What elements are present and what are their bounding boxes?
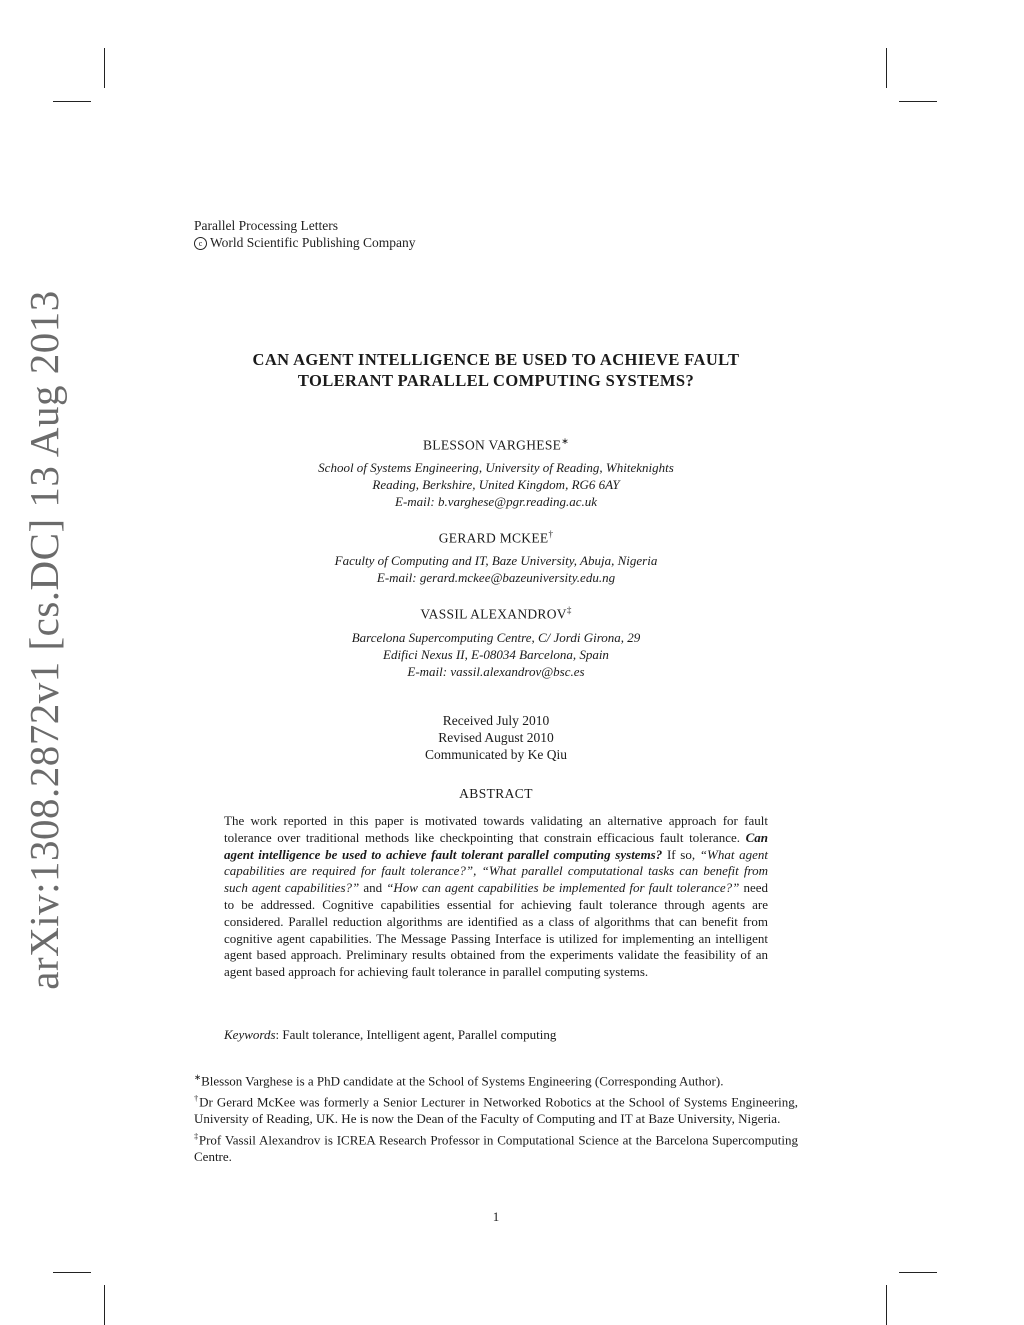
abstract-question: “What parallel computational tasks can benefit from such agent capabilities?” <box>224 863 768 896</box>
footnote-text: Blesson Varghese is a PhD candidate at the School of Systems Engineering (Corresponding Author). <box>201 1073 724 1089</box>
footnote-text: Prof Vassil Alexandrov is ICREA Research Professor in Computational Science at the Barcelona Supercomputing Centre. <box>194 1132 798 1165</box>
received-date: Received July 2010 <box>442 713 550 728</box>
crop-mark <box>104 1285 105 1325</box>
footnote-text: Dr Gerard McKee was formerly a Senior Lecturer in Networked Robotics at the School of Systems Engineering, University of Reading, UK. He is now the Dean of the Faculty of Computing and IT at Baze University, Nigeria. <box>194 1094 799 1127</box>
author-mark: † <box>548 529 554 539</box>
title-line: CAN AGENT INTELLIGENCE BE USED TO ACHIEVE FAULT <box>252 350 740 369</box>
affiliation-line: Reading, Berkshire, United Kingdom, RG6 6AY <box>372 477 620 492</box>
publisher-name: World Scientific Publishing Company <box>210 235 416 250</box>
abstract-question: “What agent capabilities are required for fault tolerance?”, <box>224 846 769 879</box>
abstract-text: and <box>363 880 383 896</box>
abstract-body <box>224 813 768 981</box>
journal-publisher <box>194 234 416 251</box>
crop-mark <box>886 48 887 88</box>
arxiv-stamp: arXiv:1308.2872v1 [cs.DC] 13 Aug 2013 <box>21 290 67 990</box>
abstract-heading: ABSTRACT <box>459 786 533 801</box>
author-name <box>194 436 798 454</box>
author-email: E-mail: gerard.mckee@bazeuniversity.edu.ng <box>376 570 616 585</box>
crop-mark <box>53 1272 91 1273</box>
crop-mark <box>886 1285 887 1325</box>
footnote-mark: ‡ <box>194 1131 199 1142</box>
footnote <box>194 1069 798 1090</box>
author-mark: ‡ <box>566 605 572 615</box>
author-name <box>194 529 798 547</box>
author-name-text: VASSIL ALEXANDROV <box>420 606 567 622</box>
author-name-text: BLESSON VARGHESE <box>422 437 562 453</box>
author-email: E-mail: vassil.alexandrov@bsc.es <box>407 664 585 679</box>
copyright-icon: c <box>194 237 207 250</box>
journal-header <box>194 217 416 251</box>
abstract-text: If so, <box>666 846 696 862</box>
author-affiliation <box>194 629 798 680</box>
crop-mark <box>899 101 937 102</box>
footnote-mark: † <box>194 1093 200 1104</box>
keywords-label: Keywords <box>224 1027 276 1042</box>
footnote <box>194 1090 798 1128</box>
abstract-question: “How can agent capabilities be implemented for fault tolerance?” <box>386 880 740 896</box>
communicated-by: Communicated by Ke Qiu <box>424 747 568 762</box>
affiliation-line: School of Systems Engineering, University of Reading, Whiteknights <box>318 460 674 475</box>
abstract-text: The work reported in this paper is motivated towards validating an alternative approach for fault tolerance over traditional methods like checkpointing that constrain efficacious fault tolerance. <box>224 813 768 845</box>
author-affiliation <box>194 459 798 510</box>
title-line: TOLERANT PARALLEL COMPUTING SYSTEMS? <box>297 371 695 390</box>
paper-title <box>194 349 798 391</box>
crop-mark <box>53 101 91 102</box>
author-name <box>194 605 798 623</box>
page-number: 1 <box>492 1209 500 1224</box>
author-name-text: GERARD MCKEE <box>438 530 549 546</box>
affiliation-line: Edifici Nexus II, E-08034 Barcelona, Spain <box>383 647 609 662</box>
crop-mark <box>104 48 105 88</box>
footnotes <box>194 1069 798 1166</box>
keywords <box>224 1027 768 1043</box>
author-affiliation <box>194 552 798 586</box>
author-mark: ∗ <box>561 436 570 446</box>
affiliation-line: Faculty of Computing and IT, Baze University, Abuja, Nigeria <box>334 553 658 568</box>
footnote-mark: ∗ <box>194 1072 202 1082</box>
author-email: E-mail: b.varghese@pgr.reading.ac.uk <box>395 494 597 509</box>
keywords-text: : Fault tolerance, Intelligent agent, Parallel computing <box>275 1027 557 1042</box>
abstract-text: need to be addressed. Cognitive capabilities essential for achieving fault tolerance through agents are considered. Parallel reduction algorithms are identified as a class of algorithms that can benefit from cognitive agent capabilities. The Message Passing Interface is utilized for implementing an intelligent agent based approach. Preliminary results obtained from the experiments validate the feasibility of an agent based approach for achieving fault tolerance in parallel computing systems. <box>224 880 769 980</box>
crop-mark <box>899 1272 937 1273</box>
submission-dates <box>194 712 798 763</box>
revised-date: Revised August 2010 <box>438 730 554 745</box>
journal-name: Parallel Processing Letters <box>194 218 338 233</box>
affiliation-line: Barcelona Supercomputing Centre, C/ Jordi Girona, 29 <box>351 630 641 645</box>
footnote <box>194 1128 798 1166</box>
abstract-question: Can agent intelligence be used to achieve fault tolerant parallel computing systems? <box>224 829 768 862</box>
